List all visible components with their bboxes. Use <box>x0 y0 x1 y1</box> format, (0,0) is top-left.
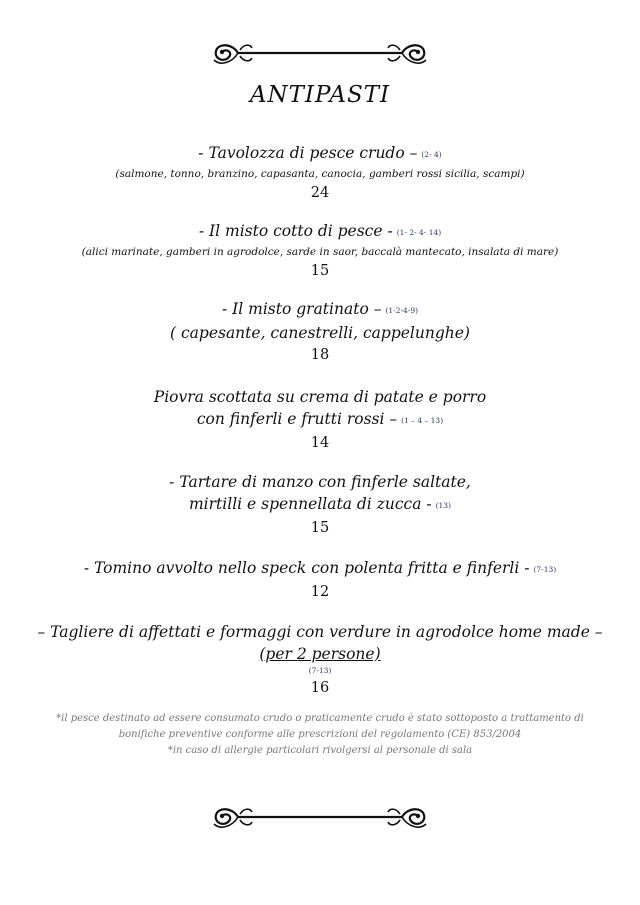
section-title: ANTIPASTI <box>249 82 391 108</box>
allergen-codes: (13) <box>435 501 452 510</box>
menu-item <box>0 471 640 538</box>
item-name-line <box>0 408 640 432</box>
allergen-codes: (1 – 4 – 13) <box>401 416 444 425</box>
allergen-codes: (7-13) <box>533 565 557 574</box>
allergen-codes: (1- 2- 4- 14) <box>396 228 442 237</box>
item-name: - Il misto gratinato – <box>221 300 382 318</box>
allergen-codes: (1-2-4-9) <box>385 306 419 315</box>
item-price: 18 <box>310 347 330 363</box>
item-name-line <box>0 220 640 244</box>
item-persons: (per 2 persone) <box>259 645 381 663</box>
note-line: *il pesce destinato ad essere consumato crudo o praticamente crudo è stato sottoposto a trattamento di <box>56 713 584 724</box>
item-name: - Il misto cotto di pesce - <box>198 222 393 240</box>
item-price: 12 <box>310 584 330 600</box>
menu-item <box>0 142 640 203</box>
bottom-ornament-icon <box>210 802 430 832</box>
item-name-line <box>0 557 640 581</box>
item-name: mirtilli e spennellata di zucca - <box>188 495 432 513</box>
item-name: - Tavolozza di pesce crudo – <box>198 144 418 162</box>
menu-item <box>0 220 640 281</box>
item-description: (alici marinate, gamberi in agrodolce, sarde in saor, baccalà mantecato, insalata di mare) <box>81 246 559 258</box>
item-persons-line <box>0 643 640 665</box>
note-line: bonifiche preventive conforme alle prescrizioni del regolamento (CE) 853/2004 <box>118 729 522 740</box>
menu-item <box>0 621 640 698</box>
item-name: - Tomino avvolto nello speck con polenta fritta e finferli - <box>83 559 530 577</box>
allergen-codes: (7-13) <box>308 666 332 675</box>
item-description: (salmone, tonno, branzino, capasanta, canocia, gamberi rossi sicilia, scampi) <box>115 168 525 180</box>
item-name-line <box>0 493 640 517</box>
top-ornament-icon <box>210 38 430 68</box>
item-description: ( capesante, canestrelli, cappelunghe) <box>170 324 470 342</box>
item-name: – Tagliere di affettati e formaggi con verdure in agrodolce home made – <box>37 623 603 641</box>
item-name-line-1: - Tartare di manzo con finferle saltate, <box>169 473 471 491</box>
menu-item <box>0 298 640 365</box>
item-price: 14 <box>310 435 330 451</box>
item-name-line <box>0 142 640 166</box>
menu-item <box>0 557 640 602</box>
item-name-line <box>0 298 640 322</box>
item-price: 24 <box>310 185 330 201</box>
item-price: 16 <box>310 680 330 696</box>
menu-item <box>0 386 640 453</box>
item-name-line-1: Piovra scottata su crema di patate e porro <box>153 388 487 406</box>
allergen-codes: (2- 4) <box>421 150 442 159</box>
item-price: 15 <box>310 263 330 279</box>
footer-notes <box>0 711 640 759</box>
item-price: 15 <box>310 520 330 536</box>
note-line: *in caso di allergie particolari rivolgersi al personale di sala <box>167 745 473 756</box>
item-name: con finferli e frutti rossi – <box>196 410 398 428</box>
